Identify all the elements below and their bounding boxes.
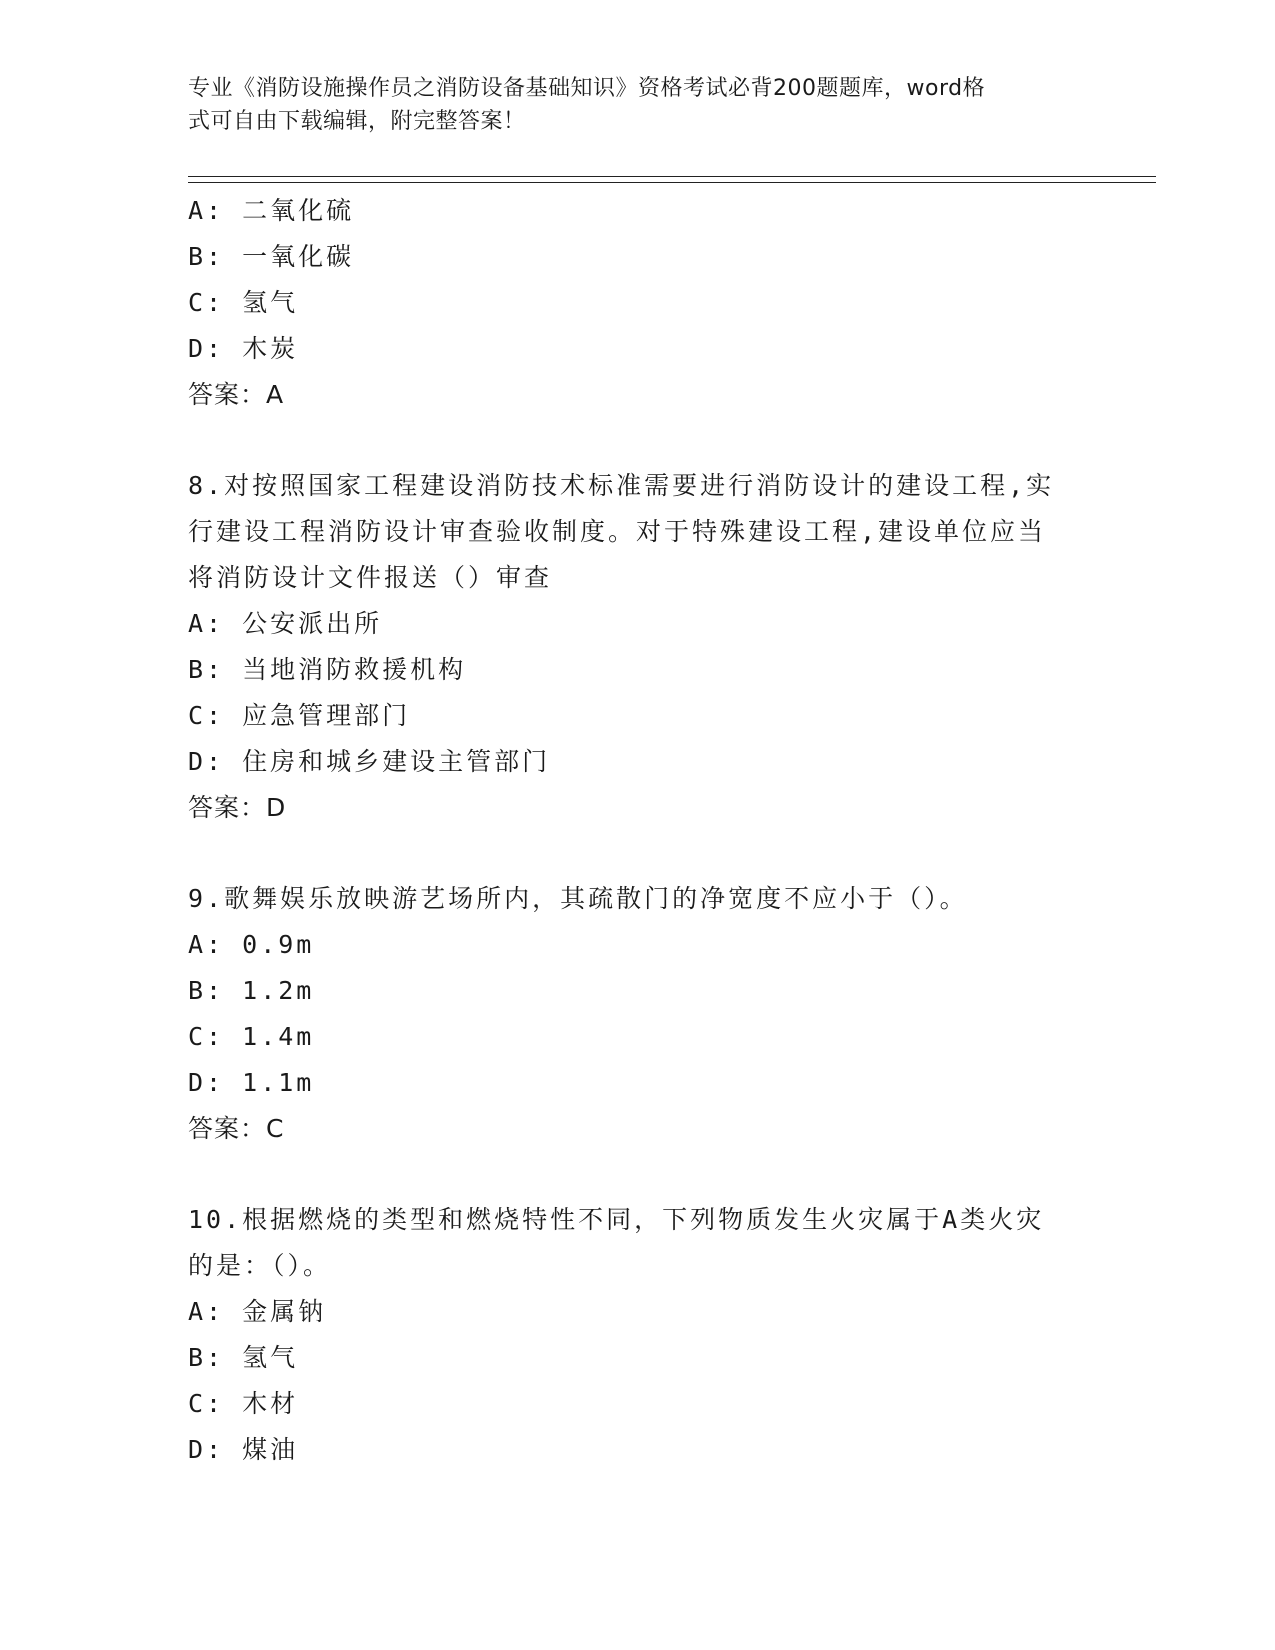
option-d: D: 木炭: [188, 334, 299, 363]
option-b: B: 1.2m: [188, 976, 315, 1005]
option-a: A: 0.9m: [188, 930, 315, 959]
answer-line: 答案：A: [188, 380, 285, 409]
answer-line: 答案：C: [188, 1114, 285, 1143]
question-stem-line: 行建设工程消防设计审查验收制度。对于特殊建设工程,建设单位应当: [188, 517, 1047, 546]
option-d: D: 住房和城乡建设主管部门: [188, 747, 551, 776]
option-c: C: 1.4m: [188, 1022, 315, 1051]
question-content: [188, 188, 1088, 1473]
option-d: D: 1.1m: [188, 1068, 315, 1097]
option-d: D: 煤油: [188, 1435, 299, 1464]
option-a: A: 二氧化硫: [188, 196, 355, 225]
option-a: A: 公安派出所: [188, 609, 383, 638]
header-line-1: 专业《消防设施操作员之消防设备基础知识》资格考试必背200题题库，word格: [188, 76, 986, 101]
header-divider-bottom: [188, 182, 1156, 183]
question-stem-line: 8.对按照国家工程建设消防技术标准需要进行消防设计的建设工程,实: [188, 471, 1055, 500]
option-b: B: 一氧化碳: [188, 242, 355, 271]
header-line-2: 式可自由下载编辑，附完整答案！: [188, 109, 526, 134]
question-10: [188, 1197, 1088, 1473]
question-8: [188, 463, 1088, 831]
header-divider-top: [188, 176, 1156, 177]
question-stem-line: 的是：（）。: [188, 1251, 332, 1280]
option-c: C: 氢气: [188, 288, 299, 317]
answer-line: 答案：D: [188, 793, 287, 822]
document-header: [188, 72, 1068, 138]
question-7: [188, 188, 1088, 418]
question-stem-line: 10.根据燃烧的类型和燃烧特性不同，下列物质发生火灾属于A类火灾: [188, 1205, 1045, 1234]
option-c: C: 木材: [188, 1389, 299, 1418]
option-b: B: 当地消防救援机构: [188, 655, 467, 684]
question-stem-line: 将消防设计文件报送（）审查: [188, 563, 553, 592]
option-a: A: 金属钠: [188, 1297, 327, 1326]
option-b: B: 氢气: [188, 1343, 299, 1372]
question-stem-line: 9.歌舞娱乐放映游艺场所内，其疏散门的净宽度不应小于（）。: [188, 884, 968, 913]
option-c: C: 应急管理部门: [188, 701, 411, 730]
question-9: [188, 876, 1088, 1152]
